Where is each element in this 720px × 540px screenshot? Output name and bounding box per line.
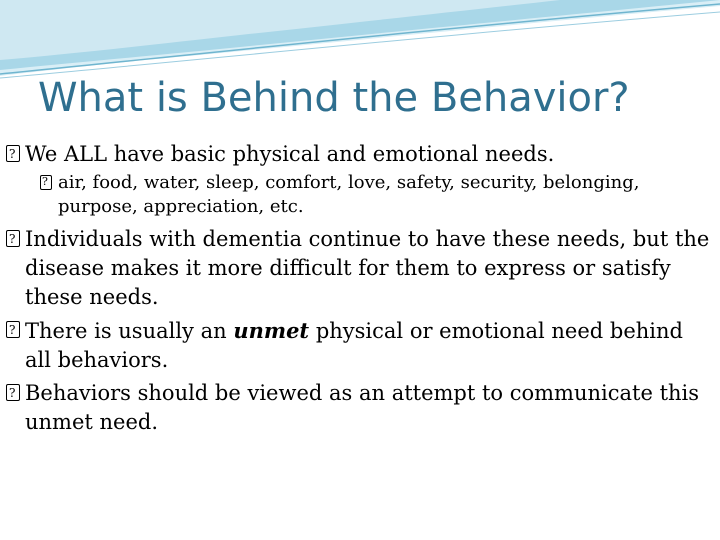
sub-bullet-text: air, food, water, sleep, comfort, love, safety, security, belonging, purpose, appreciation, etc. bbox=[58, 172, 640, 217]
bullet-text bbox=[25, 316, 711, 375]
missing-glyph-box-icon bbox=[40, 175, 52, 190]
slide-body bbox=[6, 140, 711, 437]
bullet-item bbox=[6, 140, 711, 169]
slide-title: What is Behind the Behavior? bbox=[38, 75, 630, 121]
missing-glyph-box-icon bbox=[6, 321, 20, 338]
bullet-emphasis: unmet bbox=[233, 318, 310, 343]
bullet-item bbox=[6, 225, 711, 312]
bullet-text: We ALL have basic physical and emotional needs. bbox=[25, 142, 555, 166]
bullet-text-after: physical or emotional need behind all behaviors. bbox=[25, 319, 683, 372]
bullet-text: Behaviors should be viewed as an attempt to communicate this unmet need. bbox=[25, 381, 700, 434]
sub-bullet-item bbox=[40, 171, 711, 219]
missing-glyph-box-icon bbox=[6, 384, 20, 401]
missing-glyph-box-icon bbox=[6, 230, 20, 247]
missing-glyph-box-icon bbox=[6, 145, 20, 162]
wave-band-front bbox=[0, 0, 560, 60]
bullet-item bbox=[6, 379, 711, 437]
bullet-text-before: There is usually an bbox=[25, 319, 234, 343]
bullet-text: Individuals with dementia continue to have these needs, but the disease makes it more difficult for them to express or satisfy these needs. bbox=[25, 227, 710, 309]
header-wave-decoration bbox=[0, 0, 720, 80]
bullet-item bbox=[6, 316, 711, 375]
